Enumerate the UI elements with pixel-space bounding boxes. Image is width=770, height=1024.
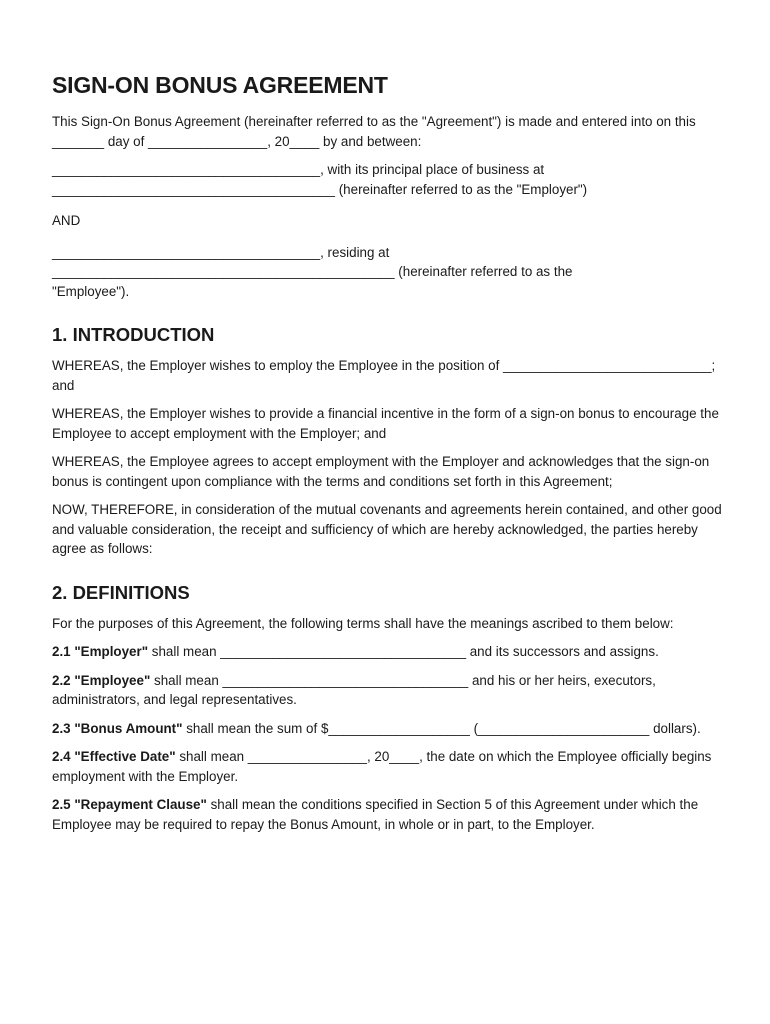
and-text: AND <box>52 213 81 228</box>
definition-bonus-amount <box>52 719 724 739</box>
definition-repayment-clause <box>52 795 724 834</box>
intro-paragraph: This Sign-On Bonus Agreement (hereinafter referred to as the "Agreement") is made and entered into on this _______ day of ________________, 20____ by and between: <box>52 114 696 149</box>
definition-term: 2.5 "Repayment Clause" <box>52 797 207 812</box>
employee-party-block <box>52 243 724 302</box>
definition-term: 2.1 "Employer" <box>52 644 149 659</box>
section-heading-definitions: 2. DEFINITIONS <box>52 581 190 603</box>
definition-text: shall mean the sum of $___________________ (_______________________ dollars). <box>182 720 701 736</box>
definition-effective-date <box>52 747 724 786</box>
employer-line-2: ______________________________________ (hereinafter referred to as the "Employer") <box>52 181 588 197</box>
definition-term: 2.4 "Effective Date" <box>52 749 176 764</box>
employer-line-1: ____________________________________, with its principal place of business at <box>52 162 545 177</box>
whereas-paragraph-2: WHEREAS, the Employer wishes to provide a financial incentive in the form of a sign-on bonus to encourage the Employee to accept employment with the Employer; and <box>52 406 719 441</box>
now-therefore-paragraph: NOW, THEREFORE, in consideration of the mutual covenants and agreements herein contained, and other good and valuable consideration, the receipt and sufficiency of which are hereby acknowledged, the parties hereby agree as follows: <box>52 502 722 556</box>
definition-text: shall mean ________________, 20____, the date on which the Employee officially begins employment with the Employer. <box>52 749 712 784</box>
employee-line-1: ____________________________________, residing at <box>52 244 390 260</box>
employee-line-3: "Employee"). <box>52 283 130 299</box>
definition-text: shall mean the conditions specified in Section 5 of this Agreement under which the Employee may be required to repay the Bonus Amount, in whole or in part, to the Employer. <box>52 797 699 832</box>
document-page <box>52 70 724 843</box>
definitions-intro: For the purposes of this Agreement, the following terms shall have the meanings ascribed to them below: <box>52 615 674 631</box>
whereas-paragraph-3: WHEREAS, the Employee agrees to accept employment with the Employer and acknowledges that the sign-on bonus is contingent upon compliance with the terms and conditions set forth in this Agreement; <box>52 454 710 489</box>
definition-text: shall mean _________________________________ and its successors and assigns. <box>148 644 659 659</box>
definition-employee <box>52 671 724 710</box>
section-heading-introduction: 1. INTRODUCTION <box>52 324 215 345</box>
employer-party-block <box>52 160 724 199</box>
definition-term: 2.3 "Bonus Amount" <box>52 720 183 736</box>
whereas-paragraph-1: WHEREAS, the Employer wishes to employ the Employee in the position of ____________________________; and <box>52 358 716 393</box>
definition-employer <box>52 642 724 662</box>
document-title: SIGN-ON BONUS AGREEMENT <box>52 72 388 98</box>
employee-line-2: ______________________________________________ (hereinafter referred to as the <box>52 264 573 279</box>
definition-term: 2.2 "Employee" <box>52 672 151 688</box>
definition-text: shall mean _________________________________ and his or her heirs, executors, administrators, and legal representatives. <box>52 672 656 707</box>
